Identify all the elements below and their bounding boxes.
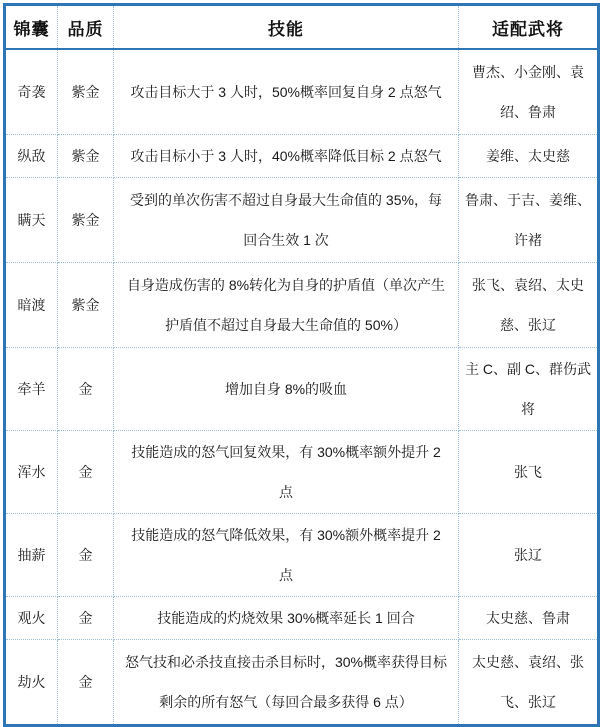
skill-cell: 攻击目标大于 3 人时，50%概率回复自身 2 点怒气 [114, 49, 459, 135]
table-row [5, 263, 599, 348]
tactic-name-cell: 暗渡 [5, 263, 58, 348]
quality-cell: 金 [58, 348, 114, 431]
heroes-cell: 主 C、副 C、群伤武将 [459, 348, 599, 431]
tactic-name-cell: 抽薪 [5, 514, 58, 597]
heroes-cell: 太史慈、鲁肃 [459, 597, 599, 640]
quality-cell: 金 [58, 640, 114, 726]
tactic-name-cell: 牵羊 [5, 348, 58, 431]
tactic-name-cell: 浑水 [5, 431, 58, 514]
tactic-name-cell: 瞒天 [5, 178, 58, 263]
heroes-cell: 曹杰、小金刚、袁绍、鲁肃 [459, 49, 599, 135]
header-heroes: 适配武将 [459, 5, 599, 50]
table-row [5, 640, 599, 726]
table-row [5, 49, 599, 135]
header-row [5, 5, 599, 50]
skill-cell: 自身造成伤害的 8%转化为自身的护盾值（单次产生护盾值不超过自身最大生命值的 50%） [114, 263, 459, 348]
quality-cell: 金 [58, 431, 114, 514]
tactic-name-cell: 观火 [5, 597, 58, 640]
quality-cell: 紫金 [58, 263, 114, 348]
heroes-cell: 张飞 [459, 431, 599, 514]
heroes-cell: 张辽 [459, 514, 599, 597]
heroes-cell: 鲁肃、于吉、姜维、许褚 [459, 178, 599, 263]
skill-cell: 受到的单次伤害不超过自身最大生命值的 35%，每回合生效 1 次 [114, 178, 459, 263]
tactic-name-cell: 纵敌 [5, 135, 58, 178]
tactic-name-cell: 劫火 [5, 640, 58, 726]
table-row [5, 431, 599, 514]
skill-cell: 攻击目标小于 3 人时，40%概率降低目标 2 点怒气 [114, 135, 459, 178]
heroes-cell: 太史慈、袁绍、张飞、张辽 [459, 640, 599, 726]
table-row [5, 135, 599, 178]
header-skill: 技能 [114, 5, 459, 50]
quality-cell: 紫金 [58, 49, 114, 135]
quality-cell: 金 [58, 597, 114, 640]
header-tactic-name: 锦囊 [5, 5, 58, 50]
skill-cell: 技能造成的怒气降低效果，有 30%额外概率提升 2 点 [114, 514, 459, 597]
skill-cell: 怒气技和必杀技直接击杀目标时，30%概率获得目标剩余的所有怒气（每回合最多获得 6 点） [114, 640, 459, 726]
table-row [5, 348, 599, 431]
skill-cell: 技能造成的灼烧效果 30%概率延长 1 回合 [114, 597, 459, 640]
tactic-name-cell: 奇袭 [5, 49, 58, 135]
tactics-table [3, 3, 600, 727]
table-row [5, 514, 599, 597]
table-row [5, 597, 599, 640]
skill-cell: 增加自身 8%的吸血 [114, 348, 459, 431]
quality-cell: 紫金 [58, 178, 114, 263]
heroes-cell: 张飞、袁绍、太史慈、张辽 [459, 263, 599, 348]
quality-cell: 金 [58, 514, 114, 597]
quality-cell: 紫金 [58, 135, 114, 178]
skill-cell: 技能造成的怒气回复效果，有 30%概率额外提升 2 点 [114, 431, 459, 514]
heroes-cell: 姜维、太史慈 [459, 135, 599, 178]
header-quality: 品质 [58, 5, 114, 50]
table-row [5, 178, 599, 263]
